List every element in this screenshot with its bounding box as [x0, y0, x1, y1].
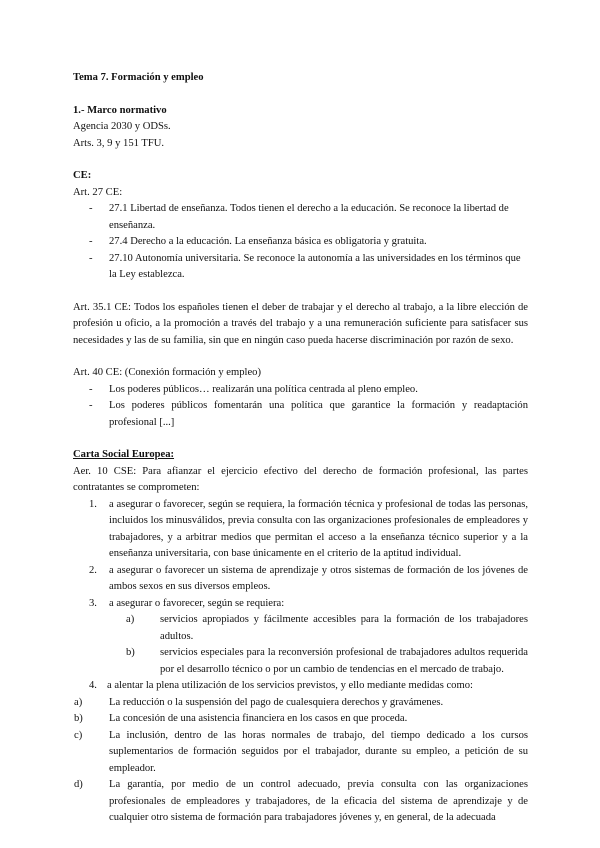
cse-heading: Carta Social Europea:: [73, 449, 175, 460]
cse-subitem-a: a) servicios apropiados y fácilmente accesibles para la formación de los trabajadores adultos.: [126, 614, 528, 642]
art40-item-2: - Los poderes públicos fomentarán una política que garantice la formación y readaptación profesional [...]: [89, 400, 528, 428]
cse-measure-c: c) La inclusión, dentro de las horas normales de trabajo, del tiempo dedicado a los cursos suplementarios de formación seguidos por el trabajador, durante su empleo, a petición de su empleador.: [74, 729, 528, 774]
cse-intro: Aer. 10 CSE: Para afianzar el ejercicio efectivo del derecho de formación profesional, las partes contratantes se comprometen:: [73, 465, 528, 493]
cse-subitem-b: b) servicios especiales para la reconversión profesional de trabajadores adultos requerida por el desarrollo técnico o por un cambio de tendencias en el mercado de trabajo.: [126, 647, 528, 675]
cse-item-2: 2. a asegurar o favorecer un sistema de aprendizaje y otros sistemas de formación de los jóvenes de ambos sexos en sus diversos empleos.: [89, 564, 528, 592]
art40-label: Art. 40 CE: (Conexión formación y empleo): [73, 367, 261, 378]
marco-line-1: Agencia 2030 y ODSs.: [73, 121, 171, 132]
art27-item-1: - 27.1 Libertad de enseñanza. Todos tienen el derecho a la educación. Se reconoce la libertad de enseñanza.: [89, 203, 509, 231]
cse-measure-b: b) La concesión de una asistencia financiera en los casos en que proceda.: [74, 713, 408, 724]
cse-measure-a: a) La reducción o la suspensión del pago de cualesquiera derechos y gravámenes.: [74, 696, 444, 708]
art27-item-3: - 27.10 Autonomía universitaria. Se reconoce la autonomía a las universidades en los términos que la Ley establezca.: [89, 252, 521, 280]
cse-item-1: 1. a asegurar o favorecer, según se requiera, la formación técnica y profesional de todas las personas, incluidos los minusválidos, previa consulta con las organizaciones profesionales de empleadores y trabajadores, y a arbitrar medios que permitan el acceso a la enseñanza técnico superior y a la enseñanza universitaria, con base únicamente en el criterio de la aptitud individual.: [89, 498, 528, 559]
art27-label: Art. 27 CE:: [73, 186, 123, 198]
marco-line-2: Arts. 3, 9 y 151 TFU.: [73, 137, 165, 149]
cse-measure-d: d) La garantía, por medio de un control adecuado, previa consulta con las organizaciones profesionales de empleadores y trabajadores, de la eficacia del sistema de aprendizaje y de cualquier otro sistema de formación para trabajadores jóvenes y, en general, de la adecuada: [74, 779, 528, 823]
art35-paragraph: Art. 35.1 CE: Todos los españoles tienen el deber de trabajar y el derecho al trabajo, a la libre elección de profesión u oficio, a la promoción a través del trabajo y a una remuneración suficiente para satisfacer sus necesidades y las de su familia, sin que en ningún caso pueda hacerse discriminación por razón de sexo.: [73, 301, 528, 346]
ce-heading: CE:: [73, 170, 92, 181]
art40-item-1: - Los poderes públicos… realizarán una política centrada al pleno empleo.: [89, 383, 418, 395]
art27-item-2: - 27.4 Derecho a la educación. La enseñanza básica es obligatoria y gratuita.: [89, 236, 427, 247]
section-heading-marco: 1.- Marco normativo: [73, 104, 167, 116]
document-title: Tema 7. Formación y empleo: [73, 72, 204, 83]
cse-item-4: 4. a alentar la plena utilización de los servicios previstos, y ello mediante medidas como:: [89, 680, 473, 691]
document-page: [73, 70, 528, 827]
cse-item-3: 3. a asegurar o favorecer, según se requiera:: [89, 597, 285, 609]
